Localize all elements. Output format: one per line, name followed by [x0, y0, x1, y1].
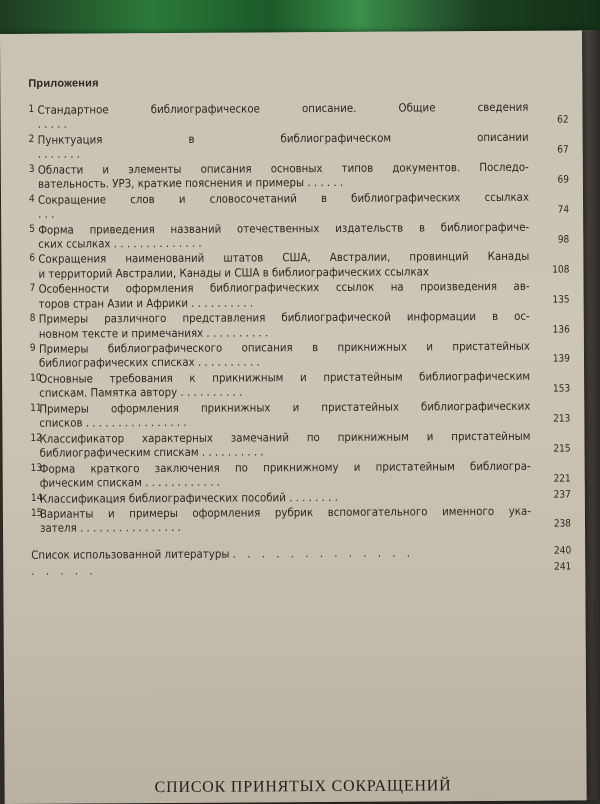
entry-text-line: спискам. Памятка автору . . . . . . . . . .: [39, 384, 243, 401]
bibliography-label: Список использованной литературы: [31, 546, 230, 562]
entry-text-line: Примеры библиографического описания в прикнижных и пристатейных: [38, 338, 530, 356]
appendix-entry: [30, 398, 570, 430]
page-number: 240: [553, 545, 572, 557]
leader-dots: . . . . .: [31, 563, 97, 578]
page-number: 221: [553, 473, 571, 485]
entry-number: 11: [30, 402, 42, 414]
entry-text-line: Примеры различного представления библиографической информации в ос-: [38, 309, 530, 327]
appendix-entry: [31, 458, 571, 490]
entry-number: 8: [29, 313, 36, 325]
entry-number: 4: [28, 193, 35, 205]
entry-text-line: Стандартное библиографическое описание. Общие сведения: [37, 99, 529, 117]
entry-number: 1: [28, 103, 35, 115]
page-number: 62: [557, 114, 569, 126]
entry-text-line: списков . . . . . . . . . . . . . . . .: [39, 415, 187, 430]
page-number: 108: [552, 264, 570, 276]
entry-number: 3: [28, 163, 35, 175]
entry-text-line: и территорий Австралии, Канады и США в библиографических ссылках: [38, 264, 430, 281]
entry-text-line: библиографических списках . . . . . . . . . .: [38, 354, 260, 371]
entry-text-line: библиографическим спискам . . . . . . . . . .: [39, 444, 264, 460]
appendix-entry: [30, 428, 570, 460]
page-number: 135: [552, 294, 570, 306]
entry-text-line: вательность. УРЗ, краткие пояснения и примеры . . . . . .: [37, 174, 344, 191]
next-section-title: СПИСОК ПРИНЯТЫХ СОКРАЩЕНИЙ: [154, 777, 452, 797]
page-number: 237: [553, 489, 571, 501]
page-number: 74: [557, 204, 570, 216]
table-of-contents: [28, 75, 571, 578]
entry-number: 12: [30, 432, 42, 444]
entry-text-line: Пунктуация в библиографическом описании: [37, 129, 529, 147]
appendix-entry: [30, 369, 570, 401]
appendix-entry: [30, 309, 570, 341]
appendix-entry: [28, 100, 568, 132]
leader-dots: . . . . . . . . . . . . .: [232, 545, 415, 561]
entry-text-line: зателя . . . . . . . . . . . . . . . .: [39, 520, 181, 536]
entry-text-line: . . . . . . .: [37, 146, 81, 161]
page-number: 241: [554, 561, 572, 573]
appendix-entry: [31, 504, 571, 536]
entry-number: 15: [30, 507, 43, 519]
page-number: 98: [557, 234, 570, 246]
entry-text-line: Области и элементы описания основных типов документов. Последо-: [37, 159, 529, 177]
entry-number: 13: [30, 462, 43, 474]
entry-text-line: Классификатор характерных замечаний по прикнижным и пристатейным: [39, 428, 531, 446]
entry-text-line: Сокращение слов и словосочетаний в библиографических ссылках: [37, 189, 530, 207]
entry-text-line: . . .: [38, 206, 55, 221]
page-number: 67: [557, 144, 569, 156]
entry-text-line: Примеры оформления прикнижных и пристатейных библиографических: [39, 398, 531, 416]
entry-text-line: Особенности оформления библиографических ссылок на произведения ав-: [38, 279, 530, 297]
appendix-entry: [29, 249, 569, 281]
entry-number: 2: [28, 133, 35, 145]
entry-text-line: ских ссылках . . . . . . . . . . . . . .: [38, 235, 202, 251]
entry-text-line: новном тексте и примечаниях . . . . . . . . . .: [38, 324, 269, 341]
appendix-entry: [29, 189, 569, 221]
entry-text-line: Форма краткого заключения по прикнижному и пристатейным библиогра-: [39, 458, 531, 476]
page-number: 69: [557, 174, 569, 186]
book-page: [0, 30, 587, 804]
entry-number: 14: [30, 492, 43, 504]
appendix-entry: [29, 159, 569, 191]
entry-number: 10: [30, 372, 42, 384]
entry-text-line: Основные требования к прикнижным и пристатейным библиографическим: [39, 368, 531, 386]
trailing-entry: [31, 560, 571, 577]
entry-number: 6: [29, 253, 36, 265]
entry-text-line: Форма приведения названий отечественных издательств в библиографиче-: [38, 219, 530, 237]
entry-text-line: торов стран Азии и Африки . . . . . . . . . .: [38, 295, 254, 311]
appendix-entry: [29, 219, 569, 251]
entry-text-line: Классификация библиографических пособий . . . . . . . .: [39, 489, 338, 506]
entry-text-line: Варианты и примеры оформления рубрик вспомогательного именного ука-: [39, 503, 531, 521]
appendix-entry: [29, 129, 569, 161]
entry-number: 5: [29, 223, 35, 235]
entry-number: 9: [29, 342, 36, 354]
page-number: 136: [552, 324, 570, 336]
appendix-entry: [30, 279, 570, 311]
entry-text-line: . . . . .: [37, 116, 67, 132]
entry-number: 7: [29, 283, 36, 295]
appendix-entry: [31, 488, 571, 506]
appendix-list: [28, 100, 571, 536]
section-heading: Приложения: [28, 77, 99, 90]
entry-text-line: Сокращения наименований штатов США, Австралии, провинций Канады: [38, 249, 530, 267]
bibliography-entry: [31, 544, 571, 561]
appendix-entry: [30, 339, 570, 371]
page-number: 215: [553, 443, 571, 455]
page-number: 139: [552, 353, 571, 366]
entry-text-line: фическим спискам . . . . . . . . . . . .: [39, 474, 220, 490]
page-number: 213: [553, 413, 571, 425]
page-number: 153: [552, 383, 571, 395]
page-number: 238: [553, 518, 572, 531]
